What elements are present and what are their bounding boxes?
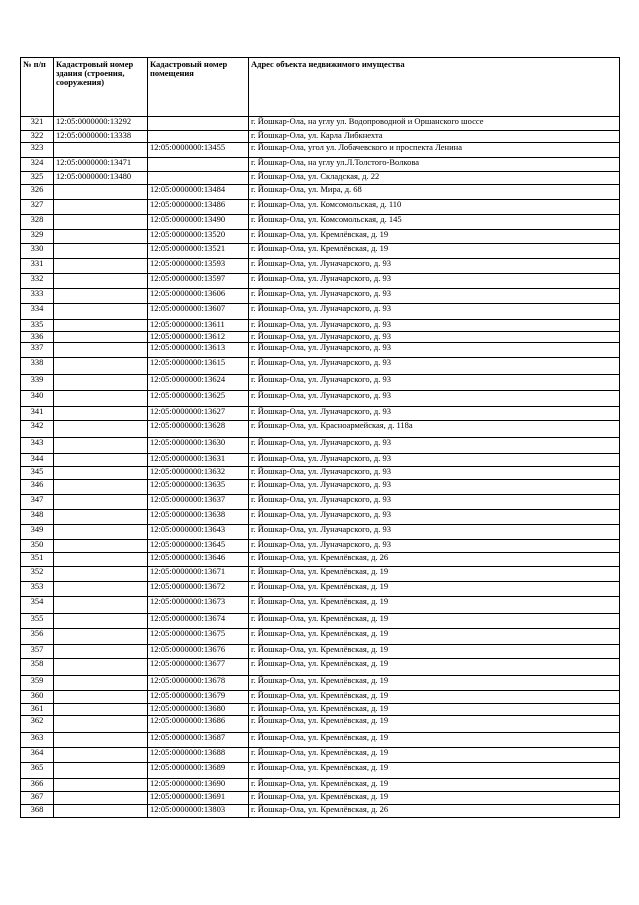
row-number: 324: [21, 158, 54, 172]
address-cell: г. Йошкар-Ола, ул. Комсомольская, д. 145: [249, 215, 620, 230]
building-cadastral-cell: 12:05:0000000:13480: [54, 172, 148, 185]
table-body: [21, 117, 620, 818]
address-cell: г. Йошкар-Ола, ул. Кремлёвская, д. 19: [249, 629, 620, 645]
room-cadastral-cell: 12:05:0000000:13520: [148, 230, 249, 244]
row-number: 353: [21, 582, 54, 597]
room-cadastral-cell: 12:05:0000000:13613: [148, 343, 249, 358]
room-cadastral-cell: 12:05:0000000:13607: [148, 304, 249, 320]
building-cadastral-cell: [54, 304, 148, 320]
address-cell: г. Йошкар-Ола, ул. Луначарского, д. 93: [249, 407, 620, 421]
row-number: 330: [21, 244, 54, 259]
room-cadastral-cell: 12:05:0000000:13674: [148, 614, 249, 629]
row-number: 329: [21, 230, 54, 244]
address-cell: г. Йошкар-Ола, ул. Кремлёвская, д. 19: [249, 230, 620, 244]
building-cadastral-cell: [54, 779, 148, 792]
address-cell: г. Йошкар-Ола, ул. Кремлёвская, д. 19: [249, 704, 620, 716]
table-row: [21, 391, 620, 407]
address-cell: г. Йошкар-Ола, ул. Кремлёвская, д. 19: [249, 659, 620, 676]
building-cadastral-cell: [54, 629, 148, 645]
address-cell: г. Йошкар-Ола, ул. Луначарского, д. 93: [249, 391, 620, 407]
address-cell: г. Йошкар-Ола, ул. Луначарского, д. 93: [249, 358, 620, 375]
row-number: 367: [21, 792, 54, 805]
building-cadastral-cell: [54, 343, 148, 358]
room-cadastral-cell: 12:05:0000000:13691: [148, 792, 249, 805]
building-cadastral-cell: 12:05:0000000:13338: [54, 131, 148, 143]
table-row: [21, 480, 620, 495]
table-row: [21, 304, 620, 320]
table-row: [21, 676, 620, 691]
building-cadastral-cell: [54, 454, 148, 467]
table-row: [21, 172, 620, 185]
row-number: 322: [21, 131, 54, 143]
address-cell: г. Йошкар-Ола, ул. Комсомольская, д. 110: [249, 200, 620, 215]
table-row: [21, 289, 620, 304]
row-number: 365: [21, 763, 54, 779]
row-number: 350: [21, 540, 54, 553]
address-cell: г. Йошкар-Ола, ул. Луначарского, д. 93: [249, 495, 620, 510]
address-cell: г. Йошкар-Ола, ул. Кремлёвская, д. 19: [249, 582, 620, 597]
room-cadastral-cell: 12:05:0000000:13677: [148, 659, 249, 676]
header-address: Адрес объекта недвижимого имущества: [249, 58, 620, 117]
table-row: [21, 244, 620, 259]
building-cadastral-cell: [54, 467, 148, 480]
table-row: [21, 659, 620, 676]
address-cell: г. Йошкар-Ола, ул. Кремлёвская, д. 26: [249, 553, 620, 567]
room-cadastral-cell: [148, 158, 249, 172]
building-cadastral-cell: [54, 540, 148, 553]
address-cell: г. Йошкар-Ола, ул. Луначарского, д. 93: [249, 320, 620, 332]
row-number: 333: [21, 289, 54, 304]
row-number: 341: [21, 407, 54, 421]
building-cadastral-cell: [54, 614, 148, 629]
room-cadastral-cell: 12:05:0000000:13625: [148, 391, 249, 407]
address-cell: г. Йошкар-Ола, ул. Луначарского, д. 93: [249, 304, 620, 320]
building-cadastral-cell: [54, 230, 148, 244]
row-number: 335: [21, 320, 54, 332]
address-cell: г. Йошкар-Ола, ул. Луначарского, д. 93: [249, 332, 620, 343]
table-row: [21, 131, 620, 143]
row-number: 332: [21, 274, 54, 289]
building-cadastral-cell: [54, 495, 148, 510]
table-row: [21, 259, 620, 274]
row-number: 327: [21, 200, 54, 215]
address-cell: г. Йошкар-Ола, на углу ул. Водопроводной и Оршанского шоссе: [249, 117, 620, 131]
table-row: [21, 185, 620, 200]
row-number: 366: [21, 779, 54, 792]
row-number: 368: [21, 805, 54, 818]
address-cell: г. Йошкар-Ола, ул. Кремлёвская, д. 19: [249, 691, 620, 704]
building-cadastral-cell: [54, 215, 148, 230]
building-cadastral-cell: [54, 763, 148, 779]
table-row: [21, 454, 620, 467]
property-registry-table: [20, 57, 620, 818]
room-cadastral-cell: 12:05:0000000:13687: [148, 733, 249, 748]
row-number: 323: [21, 143, 54, 158]
room-cadastral-cell: 12:05:0000000:13673: [148, 597, 249, 614]
table-row: [21, 645, 620, 659]
building-cadastral-cell: [54, 716, 148, 733]
table-row: [21, 716, 620, 733]
table-row: [21, 540, 620, 553]
row-number: 361: [21, 704, 54, 716]
room-cadastral-cell: 12:05:0000000:13615: [148, 358, 249, 375]
row-number: 334: [21, 304, 54, 320]
table-row: [21, 438, 620, 454]
row-number: 363: [21, 733, 54, 748]
address-cell: г. Йошкар-Ола, ул. Кремлёвская, д. 19: [249, 614, 620, 629]
room-cadastral-cell: 12:05:0000000:13671: [148, 567, 249, 582]
row-number: 357: [21, 645, 54, 659]
building-cadastral-cell: [54, 421, 148, 438]
row-number: 343: [21, 438, 54, 454]
table-row: [21, 358, 620, 375]
address-cell: г. Йошкар-Ола, ул. Кремлёвская, д. 19: [249, 597, 620, 614]
table-row: [21, 143, 620, 158]
building-cadastral-cell: [54, 582, 148, 597]
table-row: [21, 421, 620, 438]
row-number: 354: [21, 597, 54, 614]
building-cadastral-cell: [54, 320, 148, 332]
table-row: [21, 407, 620, 421]
table-row: [21, 320, 620, 332]
table-row: [21, 779, 620, 792]
row-number: 348: [21, 510, 54, 525]
table-row: [21, 467, 620, 480]
table-row: [21, 510, 620, 525]
room-cadastral-cell: 12:05:0000000:13638: [148, 510, 249, 525]
table-row: [21, 495, 620, 510]
table-row: [21, 343, 620, 358]
address-cell: г. Йошкар-Ола, ул. Кремлёвская, д. 19: [249, 748, 620, 763]
address-cell: г. Йошкар-Ола, ул. Луначарского, д. 93: [249, 259, 620, 274]
row-number: 345: [21, 467, 54, 480]
room-cadastral-cell: 12:05:0000000:13627: [148, 407, 249, 421]
room-cadastral-cell: 12:05:0000000:13676: [148, 645, 249, 659]
row-number: 321: [21, 117, 54, 131]
room-cadastral-cell: 12:05:0000000:13686: [148, 716, 249, 733]
building-cadastral-cell: [54, 748, 148, 763]
building-cadastral-cell: 12:05:0000000:13471: [54, 158, 148, 172]
table-row: [21, 805, 620, 818]
row-number: 339: [21, 375, 54, 391]
row-number: 359: [21, 676, 54, 691]
room-cadastral-cell: 12:05:0000000:13643: [148, 525, 249, 540]
room-cadastral-cell: 12:05:0000000:13680: [148, 704, 249, 716]
building-cadastral-cell: [54, 244, 148, 259]
address-cell: г. Йошкар-Ола, ул. Луначарского, д. 93: [249, 289, 620, 304]
address-cell: г. Йошкар-Ола, ул. Луначарского, д. 93: [249, 540, 620, 553]
address-cell: г. Йошкар-Ола, ул. Луначарского, д. 93: [249, 525, 620, 540]
table-row: [21, 332, 620, 343]
row-number: 346: [21, 480, 54, 495]
address-cell: г. Йошкар-Ола, на углу ул.Л.Толстого-Волкова: [249, 158, 620, 172]
building-cadastral-cell: [54, 259, 148, 274]
address-cell: г. Йошкар-Ола, ул. Луначарского, д. 93: [249, 438, 620, 454]
building-cadastral-cell: [54, 510, 148, 525]
table-row: [21, 117, 620, 131]
room-cadastral-cell: 12:05:0000000:13645: [148, 540, 249, 553]
row-number: 342: [21, 421, 54, 438]
table-row: [21, 274, 620, 289]
room-cadastral-cell: 12:05:0000000:13675: [148, 629, 249, 645]
address-cell: г. Йошкар-Ола, ул. Луначарского, д. 93: [249, 454, 620, 467]
address-cell: г. Йошкар-Ола, ул. Луначарского, д. 93: [249, 274, 620, 289]
table-row: [21, 200, 620, 215]
address-cell: г. Йошкар-Ола, ул. Складская, д. 22: [249, 172, 620, 185]
table-row: [21, 792, 620, 805]
table-row: [21, 691, 620, 704]
room-cadastral-cell: 12:05:0000000:13646: [148, 553, 249, 567]
address-cell: г. Йошкар-Ола, ул. Мира, д. 68: [249, 185, 620, 200]
address-cell: г. Йошкар-Ола, ул. Луначарского, д. 93: [249, 375, 620, 391]
table-row: [21, 763, 620, 779]
room-cadastral-cell: 12:05:0000000:13484: [148, 185, 249, 200]
address-cell: г. Йошкар-Ола, ул. Кремлёвская, д. 19: [249, 244, 620, 259]
row-number: 349: [21, 525, 54, 540]
room-cadastral-cell: 12:05:0000000:13631: [148, 454, 249, 467]
building-cadastral-cell: [54, 332, 148, 343]
room-cadastral-cell: 12:05:0000000:13593: [148, 259, 249, 274]
row-number: 344: [21, 454, 54, 467]
row-number: 336: [21, 332, 54, 343]
room-cadastral-cell: 12:05:0000000:13611: [148, 320, 249, 332]
building-cadastral-cell: [54, 645, 148, 659]
row-number: 362: [21, 716, 54, 733]
table-row: [21, 215, 620, 230]
table-row: [21, 553, 620, 567]
table-row: [21, 582, 620, 597]
room-cadastral-cell: 12:05:0000000:13490: [148, 215, 249, 230]
room-cadastral-cell: [148, 117, 249, 131]
address-cell: г. Йошкар-Ола, ул. Кремлёвская, д. 19: [249, 645, 620, 659]
address-cell: г. Йошкар-Ола, ул. Кремлёвская, д. 19: [249, 763, 620, 779]
row-number: 328: [21, 215, 54, 230]
room-cadastral-cell: [148, 172, 249, 185]
building-cadastral-cell: [54, 480, 148, 495]
address-cell: г. Йошкар-Ола, ул. Кремлёвская, д. 19: [249, 792, 620, 805]
row-number: 360: [21, 691, 54, 704]
building-cadastral-cell: [54, 438, 148, 454]
address-cell: г. Йошкар-Ола, ул. Луначарского, д. 93: [249, 467, 620, 480]
address-cell: г. Йошкар-Ола, ул. Кремлёвская, д. 19: [249, 779, 620, 792]
row-number: 356: [21, 629, 54, 645]
room-cadastral-cell: 12:05:0000000:13679: [148, 691, 249, 704]
table-row: [21, 158, 620, 172]
room-cadastral-cell: 12:05:0000000:13630: [148, 438, 249, 454]
room-cadastral-cell: 12:05:0000000:13606: [148, 289, 249, 304]
room-cadastral-cell: 12:05:0000000:13486: [148, 200, 249, 215]
table-row: [21, 230, 620, 244]
table-row: [21, 629, 620, 645]
table-row: [21, 375, 620, 391]
room-cadastral-cell: 12:05:0000000:13635: [148, 480, 249, 495]
building-cadastral-cell: [54, 659, 148, 676]
row-number: 351: [21, 553, 54, 567]
room-cadastral-cell: [148, 131, 249, 143]
building-cadastral-cell: [54, 200, 148, 215]
address-cell: г. Йошкар-Ола, ул. Карла Либкнехта: [249, 131, 620, 143]
row-number: 347: [21, 495, 54, 510]
row-number: 364: [21, 748, 54, 763]
address-cell: г. Йошкар-Ола, ул. Кремлёвская, д. 19: [249, 716, 620, 733]
table-header-row: [21, 58, 620, 117]
address-cell: г. Йошкар-Ола, ул. Луначарского, д. 93: [249, 343, 620, 358]
row-number: 340: [21, 391, 54, 407]
room-cadastral-cell: 12:05:0000000:13612: [148, 332, 249, 343]
room-cadastral-cell: 12:05:0000000:13628: [148, 421, 249, 438]
building-cadastral-cell: [54, 567, 148, 582]
building-cadastral-cell: [54, 358, 148, 375]
room-cadastral-cell: 12:05:0000000:13597: [148, 274, 249, 289]
row-number: 337: [21, 343, 54, 358]
building-cadastral-cell: [54, 525, 148, 540]
building-cadastral-cell: [54, 676, 148, 691]
table-row: [21, 597, 620, 614]
building-cadastral-cell: [54, 691, 148, 704]
header-room-cadastral: Кадастровый номер помещения: [148, 58, 249, 117]
table-row: [21, 525, 620, 540]
room-cadastral-cell: 12:05:0000000:13632: [148, 467, 249, 480]
row-number: 358: [21, 659, 54, 676]
room-cadastral-cell: 12:05:0000000:13803: [148, 805, 249, 818]
address-cell: г. Йошкар-Ола, угол ул. Лобачевского и проспекта Ленина: [249, 143, 620, 158]
building-cadastral-cell: [54, 391, 148, 407]
row-number: 325: [21, 172, 54, 185]
address-cell: г. Йошкар-Ола, ул. Луначарского, д. 93: [249, 480, 620, 495]
row-number: 355: [21, 614, 54, 629]
building-cadastral-cell: [54, 733, 148, 748]
room-cadastral-cell: 12:05:0000000:13624: [148, 375, 249, 391]
room-cadastral-cell: 12:05:0000000:13455: [148, 143, 249, 158]
building-cadastral-cell: [54, 289, 148, 304]
building-cadastral-cell: [54, 185, 148, 200]
address-cell: г. Йошкар-Ола, ул. Кремлёвская, д. 19: [249, 733, 620, 748]
room-cadastral-cell: 12:05:0000000:13688: [148, 748, 249, 763]
room-cadastral-cell: 12:05:0000000:13690: [148, 779, 249, 792]
header-building-cadastral: Кадастровый номер здания (строения, сооружения): [54, 58, 148, 117]
table-row: [21, 567, 620, 582]
row-number: 338: [21, 358, 54, 375]
building-cadastral-cell: [54, 704, 148, 716]
row-number: 326: [21, 185, 54, 200]
address-cell: г. Йошкар-Ола, ул. Кремлёвская, д. 19: [249, 676, 620, 691]
room-cadastral-cell: 12:05:0000000:13521: [148, 244, 249, 259]
address-cell: г. Йошкар-Ола, ул. Красноармейская, д. 118а: [249, 421, 620, 438]
room-cadastral-cell: 12:05:0000000:13678: [148, 676, 249, 691]
building-cadastral-cell: [54, 792, 148, 805]
address-cell: г. Йошкар-Ола, ул. Кремлёвская, д. 26: [249, 805, 620, 818]
building-cadastral-cell: [54, 597, 148, 614]
building-cadastral-cell: [54, 375, 148, 391]
table-row: [21, 614, 620, 629]
room-cadastral-cell: 12:05:0000000:13689: [148, 763, 249, 779]
building-cadastral-cell: [54, 407, 148, 421]
building-cadastral-cell: 12:05:0000000:13292: [54, 117, 148, 131]
header-number: № п/п: [21, 58, 54, 117]
building-cadastral-cell: [54, 143, 148, 158]
row-number: 331: [21, 259, 54, 274]
room-cadastral-cell: 12:05:0000000:13672: [148, 582, 249, 597]
table-row: [21, 704, 620, 716]
row-number: 352: [21, 567, 54, 582]
room-cadastral-cell: 12:05:0000000:13637: [148, 495, 249, 510]
address-cell: г. Йошкар-Ола, ул. Кремлёвская, д. 19: [249, 567, 620, 582]
building-cadastral-cell: [54, 553, 148, 567]
building-cadastral-cell: [54, 274, 148, 289]
building-cadastral-cell: [54, 805, 148, 818]
table-row: [21, 748, 620, 763]
address-cell: г. Йошкар-Ола, ул. Луначарского, д. 93: [249, 510, 620, 525]
table-row: [21, 733, 620, 748]
